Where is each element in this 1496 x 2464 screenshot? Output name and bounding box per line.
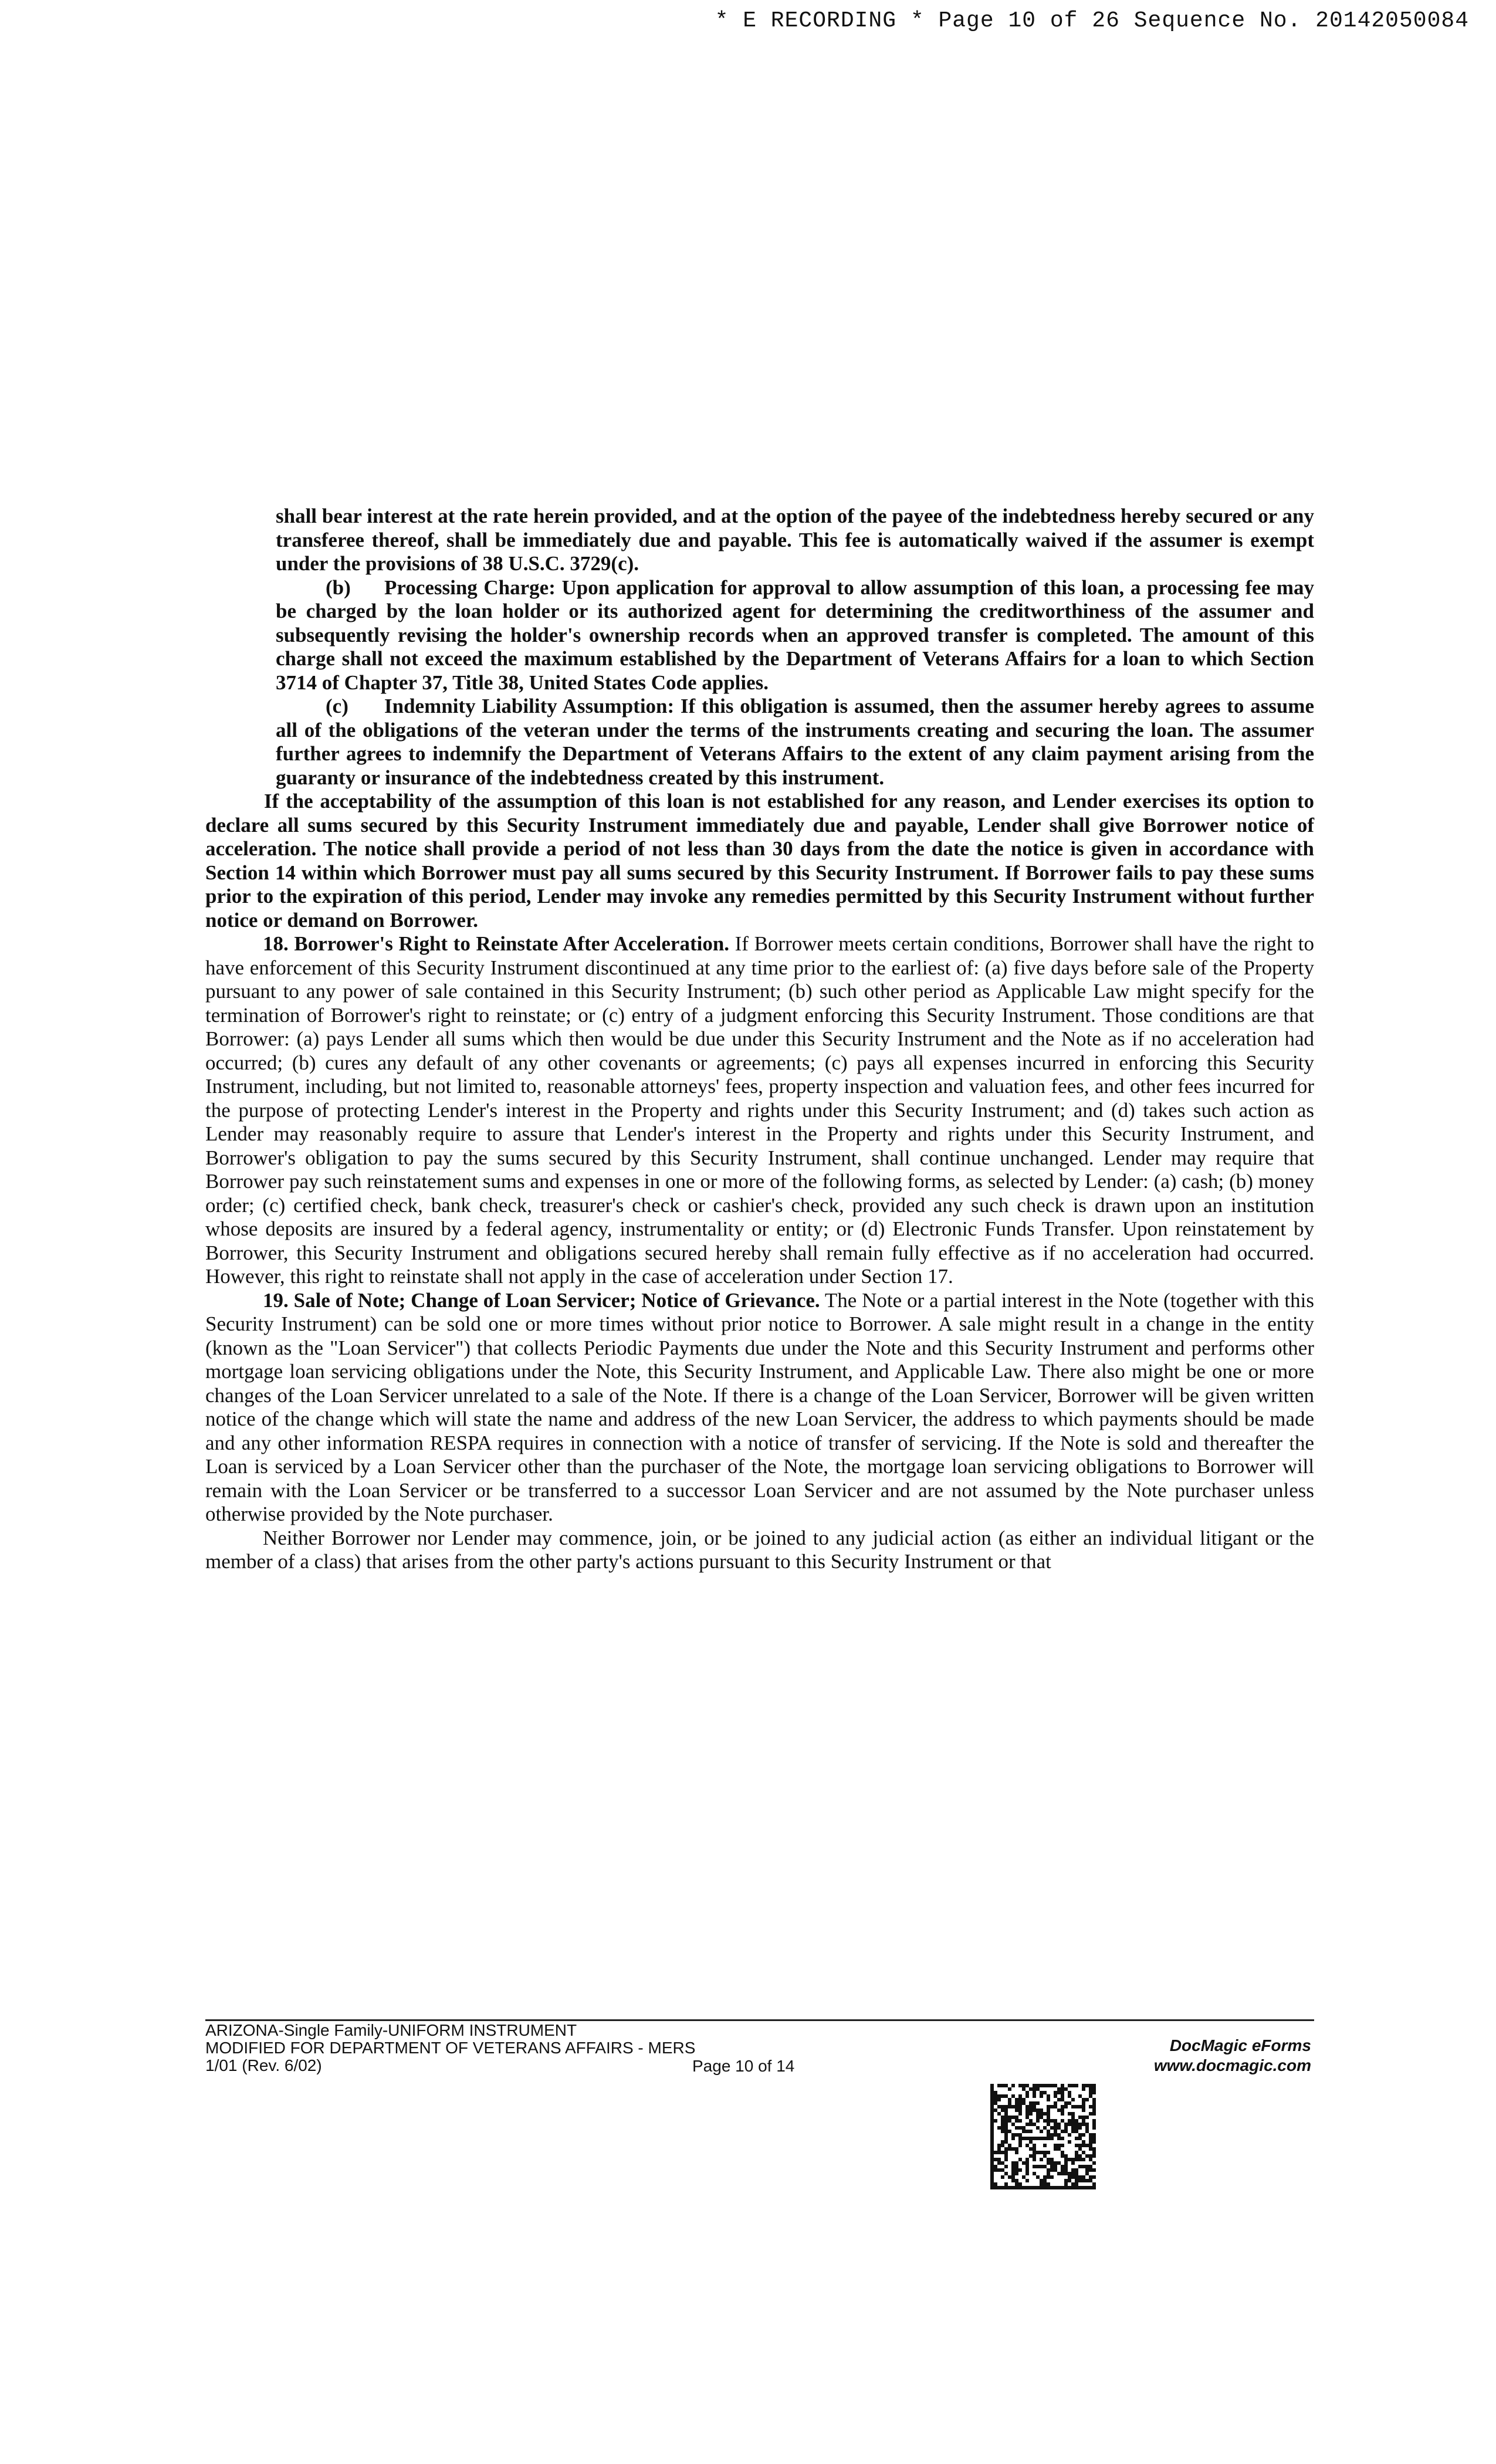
- section-18-heading: 18. Borrower's Right to Reinstate After Acceleration.: [263, 932, 730, 955]
- footer-page-number: Page 10 of 14: [692, 2057, 795, 2075]
- footer-form-line3: 1/01 (Rev. 6/02): [205, 2056, 322, 2074]
- paragraph-c-text: Indemnity Liability Assumption: If this obligation is assumed, then the assumer hereby agrees to assume all of the obligations of the veteran under the terms of the instruments creating and securing the loan. The assumer further agrees to indemnify the Department of Veterans Affairs to the extent of any claim payment arising from the guaranty or insurance of the indebtedness created by this instrument.: [276, 695, 1314, 789]
- section-19: [205, 1289, 1314, 1527]
- section-18-text: If Borrower meets certain conditions, Borrower shall have the right to have enforcement of this Security Instrument discontinued at any time prior to the earliest of: (a) five days before sale of the Property pursuant to any power of sale contained in this Security Instrument; (b) such other period as Applicable Law might specify for the termination of Borrower's right to reinstate; or (c) entry of a judgment enforcing this Security Instrument. Those conditions are that Borrower: (a) pays Lender all sums which then would be due under this Security Instrument and the Note as if no acceleration had occurred; (b) cures any default of any other covenants or agreements; (c) pays all expenses incurred in enforcing this Security Instrument, including, but not limited to, reasonable attorneys' fees, property inspection and valuation fees, and other fees incurred for the purpose of protecting Lender's interest in the Property and rights under this Security Instrument; and (d) takes such action as Lender may reasonably require to assure that Lender's interest in the Property and rights under this Security Instrument, and Borrower's obligation to pay the sums secured by this Security Instrument, shall continue unchanged. Lender may require that Borrower pay such reinstatement sums and expenses in one or more of the following forms, as selected by Lender: (a) cash; (b) money order; (c) certified check, bank check, treasurer's check or cashier's check, provided any such check is drawn upon an institution whose deposits are insured by a federal agency, instrumentality or entity; or (d) Electronic Funds Transfer. Upon reinstatement by Borrower, this Security Instrument and obligations secured hereby shall remain fully effective as if no acceleration had occurred. However, this right to reinstate shall not apply in the case of acceleration under Section 17.: [205, 932, 1314, 1288]
- neither-paragraph: Neither Borrower nor Lender may commence, join, or be joined to any judicial action (as either an individual litigant or the member of a class) that arises from the other party's actions pursuant to this Security Instrument or that: [205, 1526, 1314, 1573]
- footer-form-line1: ARIZONA-Single Family-UNIFORM INSTRUMENT: [205, 2021, 577, 2039]
- document-body: [205, 505, 1314, 1574]
- footer-brand: [1154, 2036, 1311, 2076]
- brand-url: www.docmagic.com: [1153, 2056, 1311, 2074]
- acceptability-paragraph: If the acceptability of the assumption of this loan is not established for any reason, and Lender exercises its option to declare all sums secured by this Security Instrument immediately due and payable, Lender shall give Borrower notice of acceleration. The notice shall provide a period of not less than 30 days from the date the notice is given in accordance with Section 14 within which Borrower must pay all sums secured by this Security Instrument. If Borrower fails to pay these sums prior to the expiration of this period, Lender may invoke any remedies permitted by this Security Instrument without further notice or demand on Borrower.: [205, 790, 1314, 932]
- paragraph-b-label: (b): [326, 576, 351, 599]
- paragraph-b: [276, 576, 1314, 695]
- paragraph-b-text: Processing Charge: Upon application for approval to allow assumption of this loan, a processing fee may be charged by the loan holder or its authorized agent for determining the creditworthiness of the assumer and subsequently revising the holder's ownership records when an approved transfer is completed. The amount of this charge shall not exceed the maximum established by the Department of Veterans Affairs for a loan to which Section 3714 of Chapter 37, Title 38, United States Code applies.: [276, 576, 1314, 694]
- section-18: [205, 932, 1314, 1289]
- qr-code-icon: [990, 2084, 1096, 2189]
- section-19-text: The Note or a partial interest in the Note (together with this Security Instrument) can be sold one or more times without prior notice to Borrower. A sale might result in a change in the entity (known as the "Loan Servicer") that collects Periodic Payments due under the Note and this Security Instrument and performs other mortgage loan servicing obligations under the Note, this Security Instrument, and Applicable Law. There also might be one or more changes of the Loan Servicer unrelated to a sale of the Note. If there is a change of the Loan Servicer, Borrower will be given written notice of the change which will state the name and address of the new Loan Servicer, the address to which payments should be made and any other information RESPA requires in connection with a notice of transfer of servicing. If the Note is sold and thereafter the Loan is serviced by a Loan Servicer other than the purchaser of the Note, the mortgage loan servicing obligations to Borrower will remain with the Loan Servicer or be transferred to a successor Loan Servicer and are not assumed by the Note purchaser unless otherwise provided by the Note purchaser.: [205, 1288, 1314, 1525]
- section-19-heading: 19. Sale of Note; Change of Loan Servicer; Notice of Grievance.: [263, 1288, 820, 1312]
- footer-form-line2: MODIFIED FOR DEPARTMENT OF VETERANS AFFAIRS - MERS: [205, 2039, 696, 2057]
- recording-header: * E RECORDING * Page 10 of 26 Sequence No. 20142050084: [715, 8, 1469, 33]
- paragraph-c-label: (c): [326, 695, 348, 717]
- continuation-paragraph: shall bear interest at the rate herein provided, and at the option of the payee of the indebtedness hereby secured or any transferee thereof, shall be immediately due and payable. This fee is automatically waived if the assumer is exempt under the provisions of 38 U.S.C. 3729(c).: [276, 505, 1314, 575]
- brand-logo-text: DocMagic eForms: [1169, 2036, 1311, 2055]
- footer-form-info: [205, 2022, 695, 2074]
- paragraph-c: [276, 695, 1314, 790]
